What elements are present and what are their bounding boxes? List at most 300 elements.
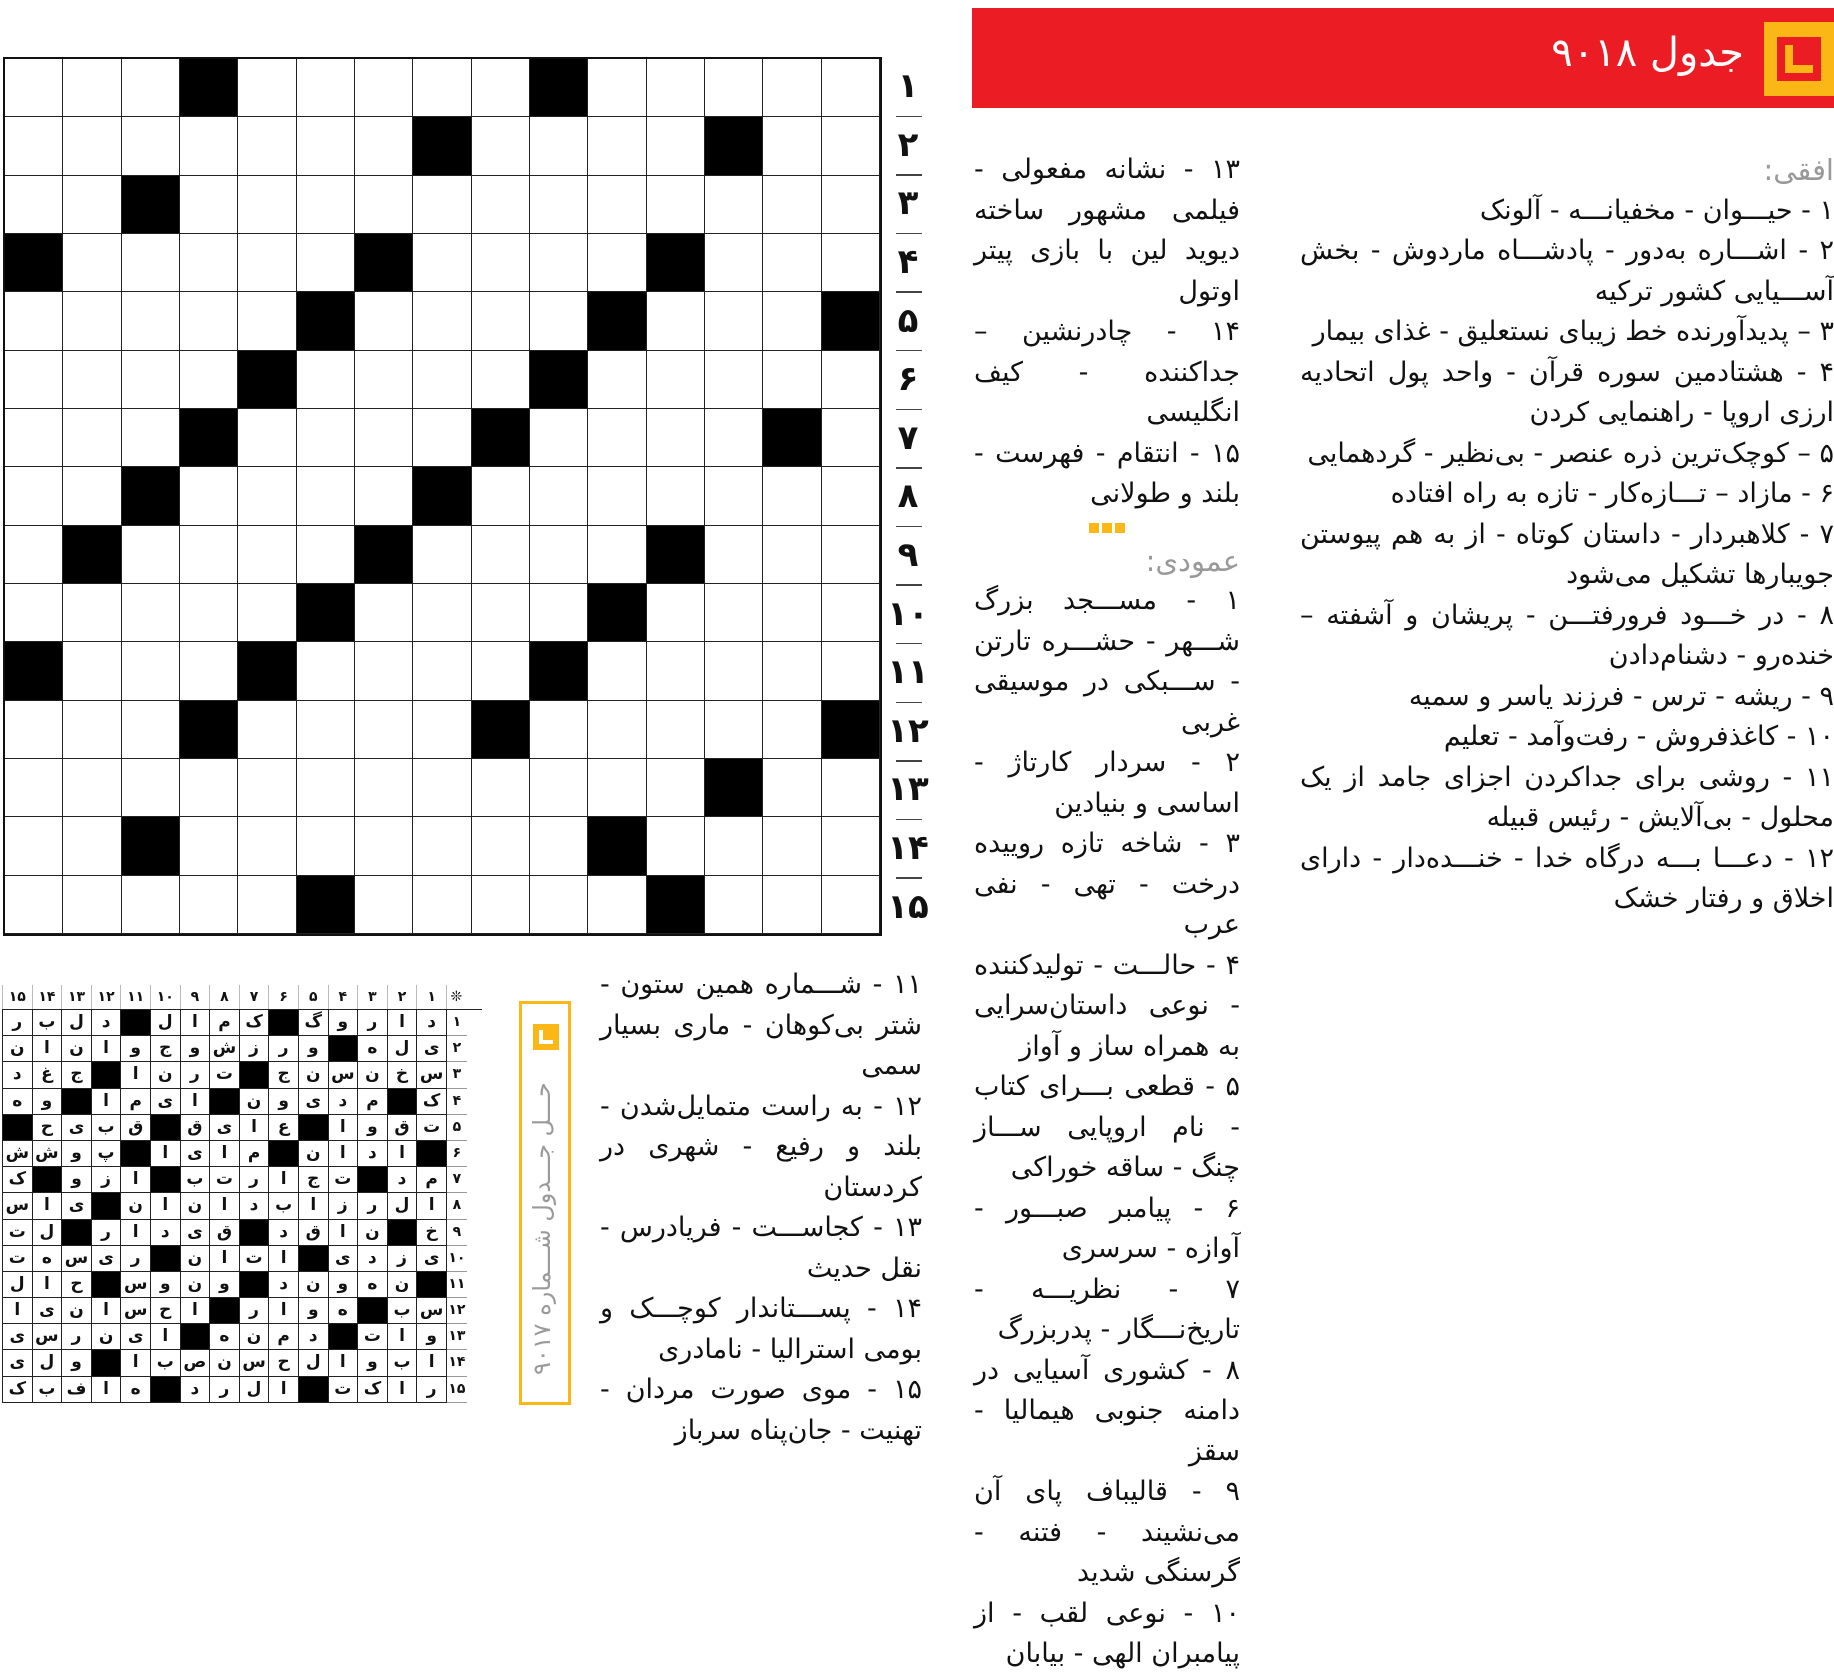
solution-black-cell bbox=[121, 1141, 151, 1167]
solution-cell: گ bbox=[299, 1010, 329, 1036]
grid-cell[interactable] bbox=[413, 234, 471, 292]
grid-cell[interactable] bbox=[822, 351, 880, 409]
grid-cell[interactable] bbox=[763, 876, 821, 934]
solution-cell: ت bbox=[417, 1115, 447, 1141]
grid-cell[interactable] bbox=[647, 409, 705, 467]
grid-cell[interactable] bbox=[5, 351, 63, 409]
grid-cell[interactable] bbox=[763, 351, 821, 409]
solution-cell: س bbox=[121, 1298, 151, 1324]
solution-cell: س bbox=[3, 1193, 33, 1219]
solution-cell: م bbox=[240, 1141, 270, 1167]
grid-cell[interactable] bbox=[705, 351, 763, 409]
grid-cell[interactable] bbox=[705, 409, 763, 467]
grid-cell[interactable] bbox=[5, 117, 63, 175]
grid-cell[interactable] bbox=[180, 467, 238, 525]
grid-cell[interactable] bbox=[588, 409, 646, 467]
solution-cell: ی bbox=[3, 1324, 33, 1350]
solution-cell: ی bbox=[92, 1246, 122, 1272]
solution-black-cell bbox=[388, 1220, 418, 1246]
grid-cell[interactable] bbox=[122, 117, 180, 175]
solution-row-number: ۱۲ bbox=[447, 1298, 467, 1324]
grid-cell[interactable] bbox=[180, 176, 238, 234]
grid-cell[interactable] bbox=[763, 642, 821, 700]
solution-cell: و bbox=[299, 1298, 329, 1324]
grid-cell[interactable] bbox=[5, 292, 63, 350]
grid-cell[interactable] bbox=[180, 584, 238, 642]
solution-cell: ک bbox=[358, 1377, 388, 1403]
grid-cell[interactable] bbox=[705, 467, 763, 525]
grid-cell[interactable] bbox=[763, 526, 821, 584]
grid-cell[interactable] bbox=[588, 59, 646, 117]
solution-black-cell bbox=[417, 1141, 447, 1167]
grid-cell[interactable] bbox=[530, 759, 588, 817]
grid-cell[interactable] bbox=[122, 234, 180, 292]
grid-cell[interactable] bbox=[413, 701, 471, 759]
clue-down-13: ۱۳ - کجاســـت - فریادرس - نقل حدیث bbox=[600, 1212, 922, 1284]
solution-cell: ت bbox=[329, 1167, 359, 1193]
solution-cell: ن bbox=[62, 1298, 92, 1324]
grid-cell[interactable] bbox=[472, 526, 530, 584]
solution-cell: م bbox=[417, 1167, 447, 1193]
solution-cell: د bbox=[388, 1167, 418, 1193]
grid-cell[interactable] bbox=[472, 59, 530, 117]
grid-cell[interactable] bbox=[122, 292, 180, 350]
grid-cell[interactable] bbox=[705, 234, 763, 292]
grid-cell[interactable] bbox=[355, 176, 413, 234]
grid-cell[interactable] bbox=[355, 817, 413, 875]
grid-cell[interactable] bbox=[763, 759, 821, 817]
grid-cell[interactable] bbox=[588, 234, 646, 292]
grid-cell[interactable] bbox=[180, 759, 238, 817]
solution-cell: ع bbox=[269, 1115, 299, 1141]
solution-cell: س bbox=[417, 1298, 447, 1324]
solution-black-cell bbox=[299, 1115, 329, 1141]
grid-cell[interactable] bbox=[122, 701, 180, 759]
solution-cell: ح bbox=[151, 1298, 181, 1324]
solution-cell: ن bbox=[181, 1193, 211, 1219]
grid-cell[interactable] bbox=[63, 584, 121, 642]
grid-cell[interactable] bbox=[180, 526, 238, 584]
grid-cell[interactable] bbox=[297, 176, 355, 234]
grid-cell[interactable] bbox=[5, 701, 63, 759]
black-cell bbox=[588, 584, 646, 642]
grid-cell[interactable] bbox=[63, 817, 121, 875]
grid-cell[interactable] bbox=[413, 642, 471, 700]
grid-cell[interactable] bbox=[647, 642, 705, 700]
black-cell bbox=[588, 292, 646, 350]
grid-cell[interactable] bbox=[413, 759, 471, 817]
black-cell bbox=[122, 176, 180, 234]
grid-cell[interactable] bbox=[472, 817, 530, 875]
black-cell bbox=[238, 351, 296, 409]
grid-cell[interactable] bbox=[705, 642, 763, 700]
grid-cell[interactable] bbox=[705, 817, 763, 875]
grid-cell[interactable] bbox=[180, 642, 238, 700]
grid-cell[interactable] bbox=[530, 526, 588, 584]
black-cell bbox=[530, 642, 588, 700]
grid-cell[interactable] bbox=[355, 701, 413, 759]
solution-cell: ی bbox=[210, 1115, 240, 1141]
solution-col-number: ۶ bbox=[268, 985, 298, 1009]
grid-cell[interactable] bbox=[63, 701, 121, 759]
grid-cell[interactable] bbox=[705, 876, 763, 934]
solution-cell: ا bbox=[388, 1377, 418, 1403]
solution-black-cell bbox=[417, 1272, 447, 1298]
grid-cell[interactable] bbox=[238, 234, 296, 292]
solution-cell: ن bbox=[3, 1036, 33, 1062]
grid-cell[interactable] bbox=[122, 759, 180, 817]
grid-cell[interactable] bbox=[63, 292, 121, 350]
grid-cell[interactable] bbox=[588, 876, 646, 934]
solution-cell: ل bbox=[388, 1036, 418, 1062]
solution-cell: ب bbox=[269, 1193, 299, 1219]
grid-cell[interactable] bbox=[530, 234, 588, 292]
grid-cell[interactable] bbox=[355, 351, 413, 409]
grid-cell[interactable] bbox=[63, 351, 121, 409]
grid-cell[interactable] bbox=[413, 526, 471, 584]
grid-cell[interactable] bbox=[472, 759, 530, 817]
solution-cell: ح bbox=[62, 1272, 92, 1298]
clue-across-6: ۶ - مازاد – تـــازه‌کار - تازه به راه افتاده bbox=[1390, 478, 1834, 509]
grid-cell[interactable] bbox=[530, 292, 588, 350]
solution-cell: د bbox=[269, 1220, 299, 1246]
black-cell bbox=[297, 292, 355, 350]
solution-cell: ل bbox=[62, 1010, 92, 1036]
solution-cell: ل bbox=[388, 1193, 418, 1219]
grid-cell[interactable] bbox=[530, 876, 588, 934]
grid-cell[interactable] bbox=[238, 584, 296, 642]
grid-cell[interactable] bbox=[180, 292, 238, 350]
grid-cell[interactable] bbox=[822, 467, 880, 525]
grid-cell[interactable] bbox=[588, 642, 646, 700]
grid-cell[interactable] bbox=[472, 876, 530, 934]
grid-cell[interactable] bbox=[588, 526, 646, 584]
solution-row-number: ۴ bbox=[447, 1089, 467, 1115]
grid-cell[interactable] bbox=[472, 176, 530, 234]
solution-col-number: ۲ bbox=[387, 985, 417, 1009]
header-banner bbox=[972, 8, 1834, 108]
grid-cell[interactable] bbox=[647, 817, 705, 875]
grid-cell[interactable] bbox=[413, 351, 471, 409]
grid-cell[interactable] bbox=[705, 292, 763, 350]
solution-col-number: ۱۲ bbox=[91, 985, 121, 1009]
grid-cell[interactable] bbox=[297, 234, 355, 292]
solution-col-number: ۸ bbox=[209, 985, 239, 1009]
grid-cell[interactable] bbox=[63, 759, 121, 817]
grid-cell[interactable] bbox=[763, 292, 821, 350]
grid-cell[interactable] bbox=[588, 176, 646, 234]
grid-cell[interactable] bbox=[122, 584, 180, 642]
grid-cell[interactable] bbox=[822, 117, 880, 175]
solution-cell: ن bbox=[240, 1089, 270, 1115]
grid-cell[interactable] bbox=[413, 409, 471, 467]
grid-cell[interactable] bbox=[238, 409, 296, 467]
solution-cell: و bbox=[269, 1089, 299, 1115]
grid-cell[interactable] bbox=[238, 876, 296, 934]
solution-cell: ر bbox=[92, 1220, 122, 1246]
grid-cell[interactable] bbox=[413, 292, 471, 350]
grid-cell[interactable] bbox=[822, 234, 880, 292]
grid-cell[interactable] bbox=[822, 759, 880, 817]
grid-cell[interactable] bbox=[180, 234, 238, 292]
solution-cell: د bbox=[92, 1010, 122, 1036]
grid-cell[interactable] bbox=[705, 176, 763, 234]
grid-cell[interactable] bbox=[647, 584, 705, 642]
grid-cell[interactable] bbox=[472, 292, 530, 350]
grid-cell[interactable] bbox=[355, 59, 413, 117]
grid-cell[interactable] bbox=[647, 701, 705, 759]
grid-cell[interactable] bbox=[5, 759, 63, 817]
solution-cell: و bbox=[210, 1272, 240, 1298]
grid-cell[interactable] bbox=[297, 351, 355, 409]
grid-cell[interactable] bbox=[5, 59, 63, 117]
grid-cell[interactable] bbox=[705, 584, 763, 642]
solution-label-box bbox=[519, 1001, 571, 1405]
grid-cell[interactable] bbox=[355, 292, 413, 350]
grid-cell[interactable] bbox=[355, 117, 413, 175]
grid-cell[interactable] bbox=[530, 817, 588, 875]
grid-cell[interactable] bbox=[530, 117, 588, 175]
grid-cell[interactable] bbox=[297, 467, 355, 525]
grid-cell[interactable] bbox=[822, 817, 880, 875]
solution-black-cell bbox=[92, 1350, 122, 1376]
solution-cell: د bbox=[3, 1062, 33, 1088]
grid-cell[interactable] bbox=[355, 642, 413, 700]
grid-cell[interactable] bbox=[122, 642, 180, 700]
grid-cell[interactable] bbox=[238, 59, 296, 117]
solution-cell: ا bbox=[33, 1036, 63, 1062]
grid-cell[interactable] bbox=[63, 176, 121, 234]
grid-cell[interactable] bbox=[122, 526, 180, 584]
solution-cell: ه bbox=[33, 1246, 63, 1272]
grid-cell[interactable] bbox=[355, 759, 413, 817]
grid-cell[interactable] bbox=[588, 759, 646, 817]
grid-cell[interactable] bbox=[472, 584, 530, 642]
grid-cell[interactable] bbox=[355, 467, 413, 525]
solution-cell: ن bbox=[62, 1036, 92, 1062]
grid-cell[interactable] bbox=[472, 642, 530, 700]
solution-cell: ا bbox=[417, 1193, 447, 1219]
black-cell bbox=[180, 409, 238, 467]
solution-cell: ب bbox=[181, 1167, 211, 1193]
solution-cell: ب bbox=[388, 1298, 418, 1324]
solution-col-number: ۱۴ bbox=[32, 985, 62, 1009]
grid-cell[interactable] bbox=[822, 876, 880, 934]
grid-cell[interactable] bbox=[238, 176, 296, 234]
clue-across-14: ۱۴ - چادرنشین – جداکننده - کیف انگلیسی bbox=[974, 316, 1240, 428]
grid-cell[interactable] bbox=[122, 409, 180, 467]
grid-cell[interactable] bbox=[413, 59, 471, 117]
grid-cell[interactable] bbox=[530, 701, 588, 759]
solution-cell: ل bbox=[151, 1010, 181, 1036]
grid-cell[interactable] bbox=[63, 234, 121, 292]
grid-cell[interactable] bbox=[238, 467, 296, 525]
grid-cell[interactable] bbox=[5, 409, 63, 467]
solution-cell: ل bbox=[33, 1220, 63, 1246]
grid-cell[interactable] bbox=[5, 817, 63, 875]
grid-cell[interactable] bbox=[647, 759, 705, 817]
solution-cell: ر bbox=[358, 1010, 388, 1036]
solution-col-number: ۹ bbox=[180, 985, 210, 1009]
grid-cell[interactable] bbox=[297, 526, 355, 584]
grid-cell[interactable] bbox=[763, 817, 821, 875]
grid-cell[interactable] bbox=[705, 701, 763, 759]
black-cell bbox=[122, 467, 180, 525]
clue-down-7: ۷ - نظریـــه - تاریخ‌نـــگار - پدربزرگ bbox=[974, 1273, 1240, 1345]
grid-cell[interactable] bbox=[763, 584, 821, 642]
solution-cell: ق bbox=[181, 1115, 211, 1141]
grid-cell[interactable] bbox=[238, 526, 296, 584]
grid-cell[interactable] bbox=[588, 117, 646, 175]
solution-cell: ا bbox=[92, 1036, 122, 1062]
grid-cell[interactable] bbox=[355, 876, 413, 934]
grid-cell[interactable] bbox=[297, 409, 355, 467]
solution-black-cell bbox=[181, 1324, 211, 1350]
solution-cell: ن bbox=[181, 1272, 211, 1298]
grid-cell[interactable] bbox=[472, 117, 530, 175]
grid-cell[interactable] bbox=[822, 526, 880, 584]
grid-cell[interactable] bbox=[122, 59, 180, 117]
grid-cell[interactable] bbox=[63, 117, 121, 175]
grid-cell[interactable] bbox=[822, 59, 880, 117]
grid-cell[interactable] bbox=[647, 292, 705, 350]
grid-cell[interactable] bbox=[530, 467, 588, 525]
grid-cell[interactable] bbox=[355, 584, 413, 642]
solution-col-number: ۱۰ bbox=[150, 985, 180, 1009]
grid-cell[interactable] bbox=[413, 876, 471, 934]
grid-cell[interactable] bbox=[763, 59, 821, 117]
grid-cell[interactable] bbox=[5, 467, 63, 525]
grid-cell[interactable] bbox=[5, 176, 63, 234]
grid-cell[interactable] bbox=[297, 817, 355, 875]
grid-cell[interactable] bbox=[63, 642, 121, 700]
solution-cell: ه bbox=[3, 1089, 33, 1115]
grid-cell[interactable] bbox=[647, 59, 705, 117]
solution-cell: و bbox=[151, 1272, 181, 1298]
grid-cell[interactable] bbox=[588, 701, 646, 759]
solution-cell: ن bbox=[240, 1324, 270, 1350]
solution-cell: ا bbox=[181, 1089, 211, 1115]
grid-cell[interactable] bbox=[822, 584, 880, 642]
solution-col-number: ۵ bbox=[298, 985, 328, 1009]
grid-cell[interactable] bbox=[5, 584, 63, 642]
row-numbers bbox=[884, 57, 932, 936]
clue-across-9: ۹ - ریشه - ترس - فرزند یاسر و سمیه bbox=[1408, 680, 1834, 712]
grid-cell[interactable] bbox=[530, 409, 588, 467]
page-title: جدول ۹۰۱۸ bbox=[1551, 30, 1744, 76]
solution-cell: ت bbox=[210, 1167, 240, 1193]
solution-cell: و bbox=[62, 1167, 92, 1193]
grid-cell[interactable] bbox=[472, 234, 530, 292]
grid-cell[interactable] bbox=[588, 351, 646, 409]
solution-cell: ب bbox=[388, 1350, 418, 1376]
grid-cell[interactable] bbox=[588, 467, 646, 525]
solution-cell: و bbox=[33, 1089, 63, 1115]
solution-cell: ج bbox=[269, 1062, 299, 1088]
solution-cell: ه bbox=[358, 1036, 388, 1062]
grid-cell[interactable] bbox=[238, 817, 296, 875]
solution-cell: د bbox=[151, 1220, 181, 1246]
grid-cell[interactable] bbox=[763, 176, 821, 234]
grid-cell[interactable] bbox=[413, 817, 471, 875]
grid-cell[interactable] bbox=[180, 117, 238, 175]
grid-cell[interactable] bbox=[822, 176, 880, 234]
grid-cell[interactable] bbox=[238, 117, 296, 175]
grid-cell[interactable] bbox=[297, 701, 355, 759]
grid-cell[interactable] bbox=[180, 817, 238, 875]
solution-cell: و bbox=[181, 1036, 211, 1062]
solution-cell: ا bbox=[329, 1350, 359, 1376]
grid-cell[interactable] bbox=[763, 467, 821, 525]
grid-cell[interactable] bbox=[297, 117, 355, 175]
grid-cell[interactable] bbox=[297, 59, 355, 117]
grid-cell[interactable] bbox=[763, 234, 821, 292]
grid-cell[interactable] bbox=[297, 759, 355, 817]
grid-cell[interactable] bbox=[238, 292, 296, 350]
solution-cell: س bbox=[417, 1062, 447, 1088]
grid-cell[interactable] bbox=[413, 584, 471, 642]
solution-cell: ن bbox=[358, 1220, 388, 1246]
grid-cell[interactable] bbox=[297, 642, 355, 700]
solution-cell: س bbox=[329, 1062, 359, 1088]
solution-black-cell bbox=[329, 1036, 359, 1062]
grid-cell[interactable] bbox=[122, 351, 180, 409]
solution-row-number: ۲ bbox=[447, 1036, 467, 1062]
grid-cell[interactable] bbox=[413, 176, 471, 234]
grid-cell[interactable] bbox=[180, 351, 238, 409]
solution-col-number: ۷ bbox=[239, 985, 269, 1009]
grid-cell[interactable] bbox=[238, 701, 296, 759]
grid-cell[interactable] bbox=[472, 351, 530, 409]
grid-cell[interactable] bbox=[238, 759, 296, 817]
grid-cell[interactable] bbox=[5, 526, 63, 584]
grid-cell[interactable] bbox=[530, 584, 588, 642]
solution-cell: ق bbox=[299, 1220, 329, 1246]
grid-cell[interactable] bbox=[647, 117, 705, 175]
grid-cell[interactable] bbox=[763, 701, 821, 759]
solution-cell: ا bbox=[92, 1298, 122, 1324]
grid-cell[interactable] bbox=[647, 176, 705, 234]
black-cell bbox=[822, 701, 880, 759]
black-cell bbox=[472, 701, 530, 759]
grid-cell[interactable] bbox=[63, 59, 121, 117]
grid-cell[interactable] bbox=[63, 409, 121, 467]
grid-cell[interactable] bbox=[180, 876, 238, 934]
grid-cell[interactable] bbox=[705, 59, 763, 117]
grid-cell[interactable] bbox=[530, 176, 588, 234]
grid-cell[interactable] bbox=[705, 526, 763, 584]
row-number: ۲ bbox=[884, 116, 932, 175]
grid-cell[interactable] bbox=[822, 409, 880, 467]
grid-cell[interactable] bbox=[647, 351, 705, 409]
solution-cell: ف bbox=[62, 1377, 92, 1403]
grid-cell[interactable] bbox=[763, 117, 821, 175]
grid-cell[interactable] bbox=[63, 876, 121, 934]
row-number: ۱ bbox=[897, 66, 919, 107]
clue-across-13: ۱۳ - نشانه مفعولی - فیلمی مشهور ساخته دیوید لین با بازی پیتر اوتول bbox=[974, 154, 1240, 307]
grid-cell[interactable] bbox=[5, 876, 63, 934]
grid-cell[interactable] bbox=[822, 642, 880, 700]
grid-cell[interactable] bbox=[122, 876, 180, 934]
solution-cell: ا bbox=[269, 1377, 299, 1403]
grid-cell[interactable] bbox=[355, 409, 413, 467]
grid-cell[interactable] bbox=[647, 467, 705, 525]
black-cell bbox=[472, 409, 530, 467]
corner-symbol: ❊ bbox=[446, 985, 466, 1009]
solution-cell: ی bbox=[151, 1089, 181, 1115]
grid-cell[interactable] bbox=[472, 467, 530, 525]
grid-cell[interactable] bbox=[63, 467, 121, 525]
